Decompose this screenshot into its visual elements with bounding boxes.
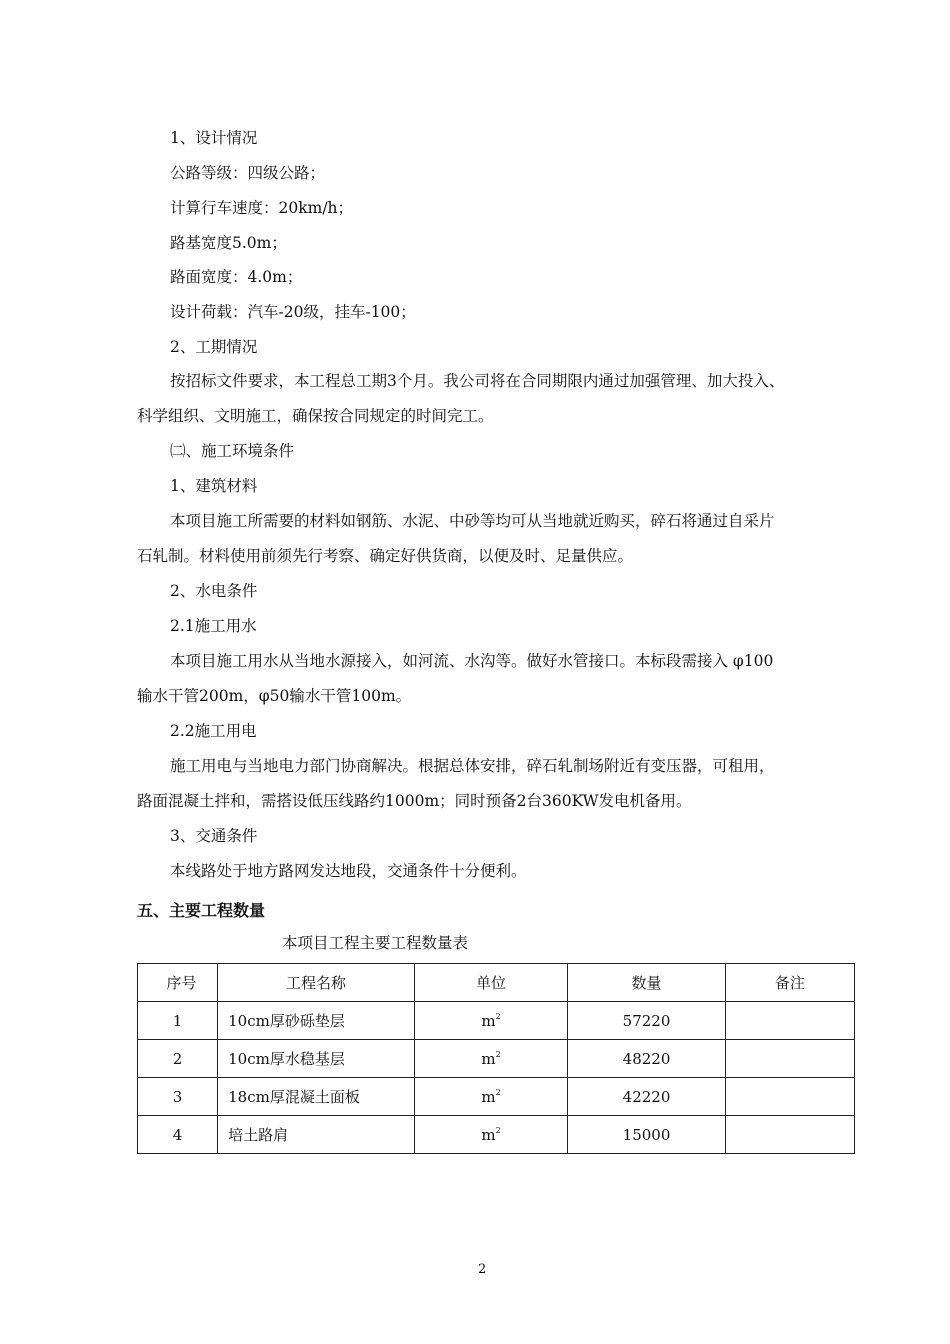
body-line: 按招标文件要求，本工程总工期3个月。我公司将在合同期限内通过加强管理、加大投入、 — [170, 372, 785, 390]
section-heading: 五、主要工程数量 — [137, 901, 266, 920]
body-line: 设计荷载：汽车-20级，挂车-100； — [170, 303, 416, 321]
header-quantity: 数量 — [568, 964, 726, 1002]
body-line: 本项目施工用水从当地水源接入，如河流、水沟等。做好水管接口。本标段需接入 φ100 — [170, 652, 774, 670]
cell-name: 10cm厚砂砾垫层 — [218, 1002, 415, 1040]
table-row — [138, 1116, 855, 1154]
cell-no: 1 — [138, 1002, 218, 1040]
cell-no: 2 — [138, 1040, 218, 1078]
table-row — [138, 1040, 855, 1078]
subheading-utilities: 2、水电条件 — [170, 582, 258, 600]
cell-name: 18cm厚混凝土面板 — [218, 1078, 415, 1116]
body-line: 科学组织、文明施工，确保按合同规定的时间完工。 — [137, 407, 494, 425]
cell-unit: $m^2$ — [414, 1116, 567, 1154]
body-line: 路面宽度：4.0m； — [170, 268, 303, 286]
body-line: 石轧制。材料使用前须先行考察、确定好供货商，以便及时、足量供应。 — [137, 547, 634, 565]
body-line: 路基宽度5.0m； — [170, 234, 287, 252]
cell-quantity: 48220 — [568, 1040, 726, 1078]
cell-unit: $m^2$ — [414, 1078, 567, 1116]
subheading-materials: 1、建筑材料 — [170, 477, 258, 495]
header-no: 序号 — [138, 964, 218, 1002]
cell-remarks — [725, 1002, 854, 1040]
body-line: 施工用电与当地电力部门协商解决。根据总体安排，碎石轧制场附近有变压器，可租用， — [170, 757, 775, 775]
cell-remarks — [725, 1040, 854, 1078]
body-line: 路面混凝土拌和，需搭设低压线路约1000m；同时预备2台360KW发电机备用。 — [137, 792, 692, 810]
cell-unit: $m^2$ — [414, 1002, 567, 1040]
quantity-table — [137, 963, 855, 1154]
body-line: 计算行车速度：20km/h； — [170, 199, 354, 217]
table-header-row — [138, 964, 855, 1002]
body-line: 本线路处于地方路网发达地段，交通条件十分便利。 — [170, 862, 527, 880]
cell-no: 4 — [138, 1116, 218, 1154]
table-row — [138, 1078, 855, 1116]
cell-name: 培土路肩 — [218, 1116, 415, 1154]
page-number: 2 — [478, 1262, 487, 1277]
subheading-power: 2.2施工用电 — [170, 722, 257, 740]
cell-quantity: 57220 — [568, 1002, 726, 1040]
subheading-traffic: 3、交通条件 — [170, 827, 258, 845]
table-caption: 本项目工程主要工程数量表 — [282, 934, 469, 952]
header-name: 工程名称 — [218, 964, 415, 1002]
cell-name: 10cm厚水稳基层 — [218, 1040, 415, 1078]
subheading-environment: ㈡、施工环境条件 — [170, 442, 295, 460]
subheading-water: 2.1施工用水 — [170, 617, 257, 635]
cell-remarks — [725, 1078, 854, 1116]
subheading-design: 1、设计情况 — [170, 129, 258, 147]
body-line: 输水干管200m，φ50输水干管100m。 — [137, 687, 412, 705]
table-row — [138, 1002, 855, 1040]
cell-quantity: 42220 — [568, 1078, 726, 1116]
cell-quantity: 15000 — [568, 1116, 726, 1154]
header-unit: 单位 — [414, 964, 567, 1002]
header-remarks: 备注 — [725, 964, 854, 1002]
cell-unit: $m^2$ — [414, 1040, 567, 1078]
cell-remarks — [725, 1116, 854, 1154]
cell-no: 3 — [138, 1078, 218, 1116]
body-line: 公路等级：四级公路； — [170, 164, 326, 182]
subheading-schedule: 2、工期情况 — [170, 338, 258, 356]
body-line: 本项目施工所需要的材料如钢筋、水泥、中砂等均可从当地就近购买，碎石将通过自采片 — [170, 512, 775, 530]
